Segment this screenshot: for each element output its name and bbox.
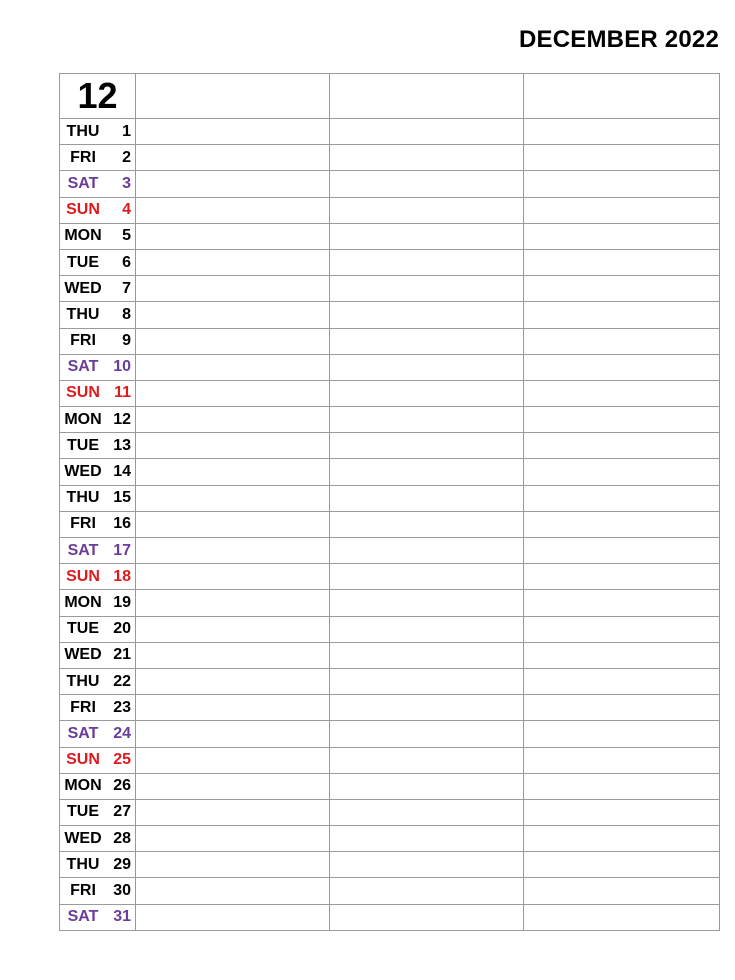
note-cell[interactable] <box>330 485 524 511</box>
note-cell[interactable] <box>136 354 330 380</box>
day-number: 6 <box>122 253 131 271</box>
note-cell[interactable] <box>136 747 330 773</box>
planner-table <box>59 73 720 931</box>
day-number: 30 <box>113 882 131 900</box>
page-title: DECEMBER 2022 <box>518 26 719 53</box>
note-cell[interactable] <box>330 380 524 406</box>
day-label-cell <box>60 668 136 694</box>
note-cell[interactable] <box>330 747 524 773</box>
day-row <box>60 276 720 302</box>
note-cell[interactable] <box>330 302 524 328</box>
note-cell[interactable] <box>330 668 524 694</box>
weekday-name: THU <box>66 855 100 873</box>
note-cell[interactable] <box>330 354 524 380</box>
day-number: 15 <box>113 489 131 507</box>
day-label-cell <box>60 249 136 275</box>
note-cell[interactable] <box>330 145 524 171</box>
day-row <box>60 616 720 642</box>
day-label-cell <box>60 354 136 380</box>
day-label-cell <box>60 590 136 616</box>
day-row <box>60 773 720 799</box>
weekday-name: WED <box>64 279 102 297</box>
day-label-cell <box>60 407 136 433</box>
day-label-cell <box>60 721 136 747</box>
day-label-cell <box>60 695 136 721</box>
note-cell[interactable] <box>136 590 330 616</box>
day-number: 31 <box>113 908 131 926</box>
weekday-name: MON <box>64 777 102 795</box>
note-cell[interactable] <box>136 459 330 485</box>
note-cell[interactable] <box>136 74 330 119</box>
note-cell[interactable] <box>524 904 720 930</box>
note-cell[interactable] <box>330 171 524 197</box>
note-cell[interactable] <box>524 249 720 275</box>
weekday-name: SUN <box>66 384 100 402</box>
note-cell[interactable] <box>330 695 524 721</box>
note-cell[interactable] <box>524 747 720 773</box>
day-number: 14 <box>113 463 131 481</box>
note-cell[interactable] <box>136 119 330 145</box>
note-cell[interactable] <box>524 119 720 145</box>
day-row <box>60 433 720 459</box>
weekday-name: TUE <box>67 436 99 454</box>
note-cell[interactable] <box>524 380 720 406</box>
day-row <box>60 799 720 825</box>
day-label-cell <box>60 616 136 642</box>
weekday-name: WED <box>64 646 102 664</box>
note-cell[interactable] <box>136 328 330 354</box>
note-cell[interactable] <box>524 354 720 380</box>
note-cell[interactable] <box>330 616 524 642</box>
day-label-cell <box>60 904 136 930</box>
note-cell[interactable] <box>136 616 330 642</box>
day-number: 18 <box>113 567 131 585</box>
weekday-name: SAT <box>67 174 99 192</box>
weekday-name: WED <box>64 463 102 481</box>
day-row <box>60 459 720 485</box>
note-cell[interactable] <box>524 773 720 799</box>
note-cell[interactable] <box>136 223 330 249</box>
day-number: 20 <box>113 620 131 638</box>
weekday-name: SAT <box>67 724 99 742</box>
note-cell[interactable] <box>330 433 524 459</box>
note-cell[interactable] <box>136 249 330 275</box>
day-label-cell <box>60 328 136 354</box>
note-cell[interactable] <box>330 328 524 354</box>
day-row <box>60 642 720 668</box>
note-cell[interactable] <box>524 74 720 119</box>
note-cell[interactable] <box>136 773 330 799</box>
note-cell[interactable] <box>330 878 524 904</box>
day-row <box>60 564 720 590</box>
day-label-cell <box>60 564 136 590</box>
day-number: 24 <box>113 724 131 742</box>
weekday-name: THU <box>66 122 100 140</box>
day-label-cell <box>60 511 136 537</box>
note-cell[interactable] <box>330 773 524 799</box>
note-cell[interactable] <box>136 511 330 537</box>
day-number: 1 <box>122 122 131 140</box>
day-number: 21 <box>113 646 131 664</box>
day-row <box>60 223 720 249</box>
day-row <box>60 407 720 433</box>
weekday-name: THU <box>66 672 100 690</box>
weekday-name: FRI <box>70 882 96 900</box>
day-row <box>60 119 720 145</box>
day-row <box>60 852 720 878</box>
note-cell[interactable] <box>524 433 720 459</box>
note-cell[interactable] <box>330 197 524 223</box>
note-cell[interactable] <box>330 564 524 590</box>
note-cell[interactable] <box>330 721 524 747</box>
weekday-name: SAT <box>67 358 99 376</box>
day-row <box>60 380 720 406</box>
note-cell[interactable] <box>136 538 330 564</box>
day-label-cell <box>60 276 136 302</box>
note-cell[interactable] <box>524 799 720 825</box>
note-cell[interactable] <box>524 564 720 590</box>
day-number: 11 <box>114 384 131 402</box>
note-cell[interactable] <box>136 171 330 197</box>
weekday-name: SUN <box>66 751 100 769</box>
weekday-name: MON <box>64 227 102 245</box>
note-cell[interactable] <box>524 302 720 328</box>
weekday-name: THU <box>66 489 100 507</box>
note-cell[interactable] <box>524 616 720 642</box>
note-cell[interactable] <box>330 74 524 119</box>
day-number: 7 <box>122 279 131 297</box>
weekday-name: FRI <box>70 148 96 166</box>
day-number: 9 <box>122 332 131 350</box>
day-row <box>60 878 720 904</box>
day-number: 25 <box>113 751 131 769</box>
day-label-cell <box>60 433 136 459</box>
note-cell[interactable] <box>136 433 330 459</box>
day-row <box>60 904 720 930</box>
day-number: 13 <box>113 436 131 454</box>
day-number: 28 <box>113 829 131 847</box>
day-row <box>60 328 720 354</box>
weekday-name: MON <box>64 410 102 428</box>
day-number: 27 <box>113 803 131 821</box>
day-label-cell <box>60 459 136 485</box>
weekday-name: WED <box>64 829 102 847</box>
day-number: 8 <box>122 305 131 323</box>
note-cell[interactable] <box>136 904 330 930</box>
note-cell[interactable] <box>330 459 524 485</box>
note-cell[interactable] <box>136 878 330 904</box>
note-cell[interactable] <box>330 249 524 275</box>
note-cell[interactable] <box>136 799 330 825</box>
day-number: 16 <box>113 515 131 533</box>
day-label-cell <box>60 878 136 904</box>
day-number: 23 <box>113 698 131 716</box>
note-cell[interactable] <box>330 407 524 433</box>
note-cell[interactable] <box>330 826 524 852</box>
note-cell[interactable] <box>524 145 720 171</box>
day-row <box>60 511 720 537</box>
note-cell[interactable] <box>136 380 330 406</box>
day-row <box>60 302 720 328</box>
day-number: 17 <box>113 541 131 559</box>
note-cell[interactable] <box>330 852 524 878</box>
note-cell[interactable] <box>136 302 330 328</box>
note-cell[interactable] <box>330 276 524 302</box>
day-row <box>60 485 720 511</box>
weekday-name: TUE <box>67 620 99 638</box>
day-row <box>60 354 720 380</box>
note-cell[interactable] <box>136 485 330 511</box>
day-number: 19 <box>113 593 131 611</box>
day-row <box>60 668 720 694</box>
note-cell[interactable] <box>524 511 720 537</box>
note-cell[interactable] <box>136 695 330 721</box>
day-row <box>60 747 720 773</box>
day-label-cell <box>60 485 136 511</box>
note-cell[interactable] <box>136 276 330 302</box>
note-cell[interactable] <box>330 538 524 564</box>
note-cell[interactable] <box>330 223 524 249</box>
note-cell[interactable] <box>524 223 720 249</box>
note-cell[interactable] <box>524 852 720 878</box>
weekday-name: SUN <box>66 567 100 585</box>
weekday-name: TUE <box>67 253 99 271</box>
note-cell[interactable] <box>524 485 720 511</box>
note-cell[interactable] <box>524 695 720 721</box>
day-label-cell <box>60 223 136 249</box>
day-row <box>60 249 720 275</box>
day-number: 4 <box>122 201 131 219</box>
day-label-cell <box>60 852 136 878</box>
note-cell[interactable] <box>524 276 720 302</box>
note-cell[interactable] <box>524 642 720 668</box>
note-cell[interactable] <box>330 590 524 616</box>
day-number: 12 <box>113 410 131 428</box>
day-number: 26 <box>113 777 131 795</box>
day-row <box>60 145 720 171</box>
note-cell[interactable] <box>330 119 524 145</box>
weekday-name: FRI <box>70 332 96 350</box>
note-cell[interactable] <box>524 590 720 616</box>
day-row <box>60 171 720 197</box>
note-cell[interactable] <box>524 171 720 197</box>
note-cell[interactable] <box>330 904 524 930</box>
note-cell[interactable] <box>524 197 720 223</box>
day-number: 3 <box>122 174 131 192</box>
note-cell[interactable] <box>524 538 720 564</box>
day-row <box>60 695 720 721</box>
day-label-cell <box>60 119 136 145</box>
weekday-name: SAT <box>67 541 99 559</box>
weekday-name: FRI <box>70 698 96 716</box>
note-cell[interactable] <box>524 407 720 433</box>
note-cell[interactable] <box>524 328 720 354</box>
day-number: 2 <box>122 148 131 166</box>
day-number: 5 <box>122 227 131 245</box>
day-label-cell <box>60 197 136 223</box>
weekday-name: THU <box>66 305 100 323</box>
note-cell[interactable] <box>136 668 330 694</box>
note-cell[interactable] <box>136 407 330 433</box>
day-label-cell <box>60 773 136 799</box>
note-cell[interactable] <box>136 826 330 852</box>
day-label-cell <box>60 538 136 564</box>
note-cell[interactable] <box>330 799 524 825</box>
day-row <box>60 197 720 223</box>
day-label-cell <box>60 302 136 328</box>
day-number: 10 <box>113 358 131 376</box>
day-label-cell <box>60 747 136 773</box>
weekday-name: FRI <box>70 515 96 533</box>
note-cell[interactable] <box>524 668 720 694</box>
day-label-cell <box>60 642 136 668</box>
note-cell[interactable] <box>330 642 524 668</box>
day-number: 22 <box>113 672 131 690</box>
note-cell[interactable] <box>136 564 330 590</box>
note-cell[interactable] <box>136 145 330 171</box>
note-cell[interactable] <box>136 721 330 747</box>
day-row <box>60 826 720 852</box>
note-cell[interactable] <box>524 826 720 852</box>
weekday-name: TUE <box>67 803 99 821</box>
header-row <box>60 74 720 119</box>
day-label-cell <box>60 799 136 825</box>
weekday-name: SUN <box>66 201 100 219</box>
note-cell[interactable] <box>524 459 720 485</box>
day-row <box>60 721 720 747</box>
day-label-cell <box>60 380 136 406</box>
day-label-cell <box>60 171 136 197</box>
day-label-cell <box>60 826 136 852</box>
month-number: 12 <box>60 74 136 119</box>
note-cell[interactable] <box>136 642 330 668</box>
note-cell[interactable] <box>524 721 720 747</box>
note-cell[interactable] <box>524 878 720 904</box>
note-cell[interactable] <box>330 511 524 537</box>
note-cell[interactable] <box>136 852 330 878</box>
weekday-name: MON <box>64 593 102 611</box>
weekday-name: SAT <box>67 908 99 926</box>
day-label-cell <box>60 145 136 171</box>
note-cell[interactable] <box>136 197 330 223</box>
day-row <box>60 590 720 616</box>
day-row <box>60 538 720 564</box>
day-number: 29 <box>113 855 131 873</box>
